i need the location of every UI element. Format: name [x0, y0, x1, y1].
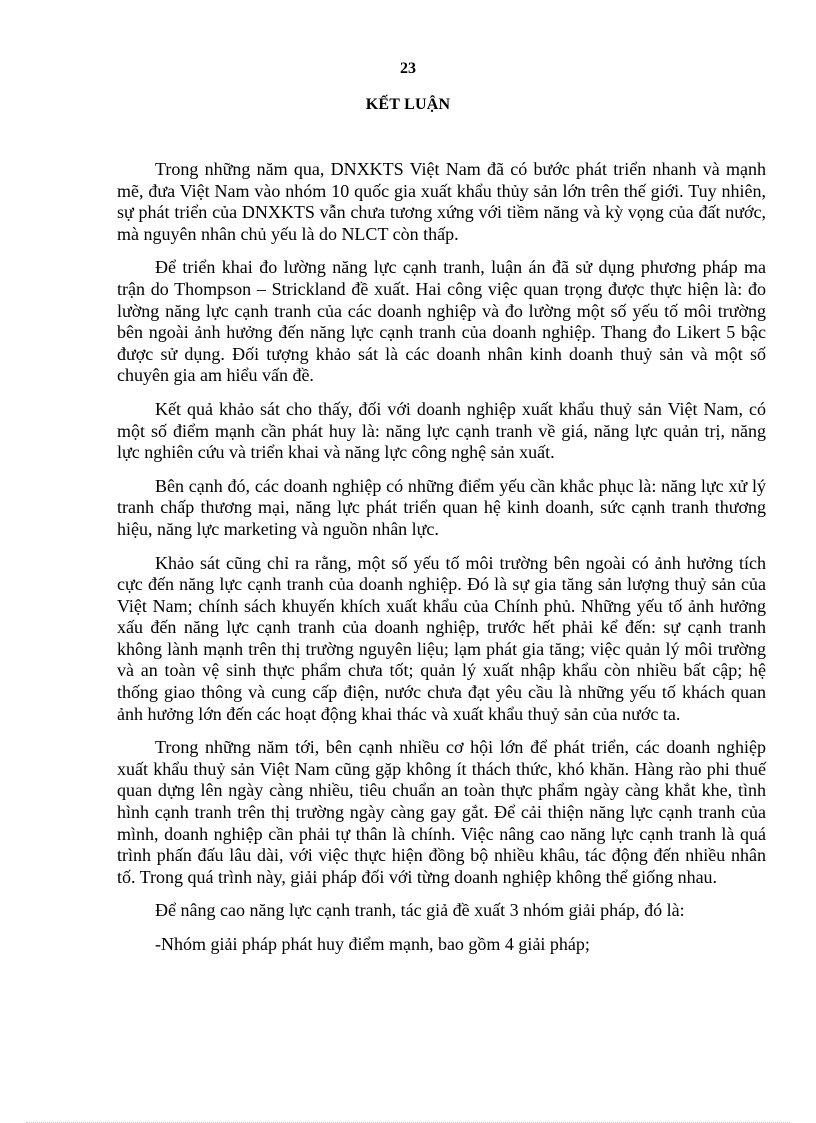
paragraph-weaknesses: Bên cạnh đó, các doanh nghiệp có những điểm yếu cần khắc phục là: năng lực xử lý tranh chấp thương mại, năng lực phát triển quan hệ kinh doanh, sức cạnh tranh thương hiệu, năng lực marketing và nguồn nhân lực.: [117, 475, 766, 539]
paragraph-strengths: Kết quả khảo sát cho thấy, đối với doanh nghiệp xuất khẩu thuỷ sản Việt Nam, có một số điểm mạnh cần phát huy là: năng lực cạnh tranh về giá, năng lực quản trị, năng lực nghiên cứu và triển khai và năng lực công nghệ sản xuất.: [117, 398, 766, 463]
paragraph-outlook: Trong những năm tới, bên cạnh nhiều cơ hội lớn để phát triển, các doanh nghiệp xuất khẩu thuỷ sản Việt Nam cũng gặp không ít thách thức, khó khăn. Hàng rào phi thuế quan dựng lên ngày càng nhiều, tiêu chuẩn an toàn thực phẩm ngày càng khắt khe, tình hình cạnh tranh trên thị trường ngày càng gay gắt. Để cải thiện năng lực cạnh tranh của mình, doanh nghiệp cần phải tự thân là chính. Việc nâng cao năng lực cạnh tranh là quá trình phấn đấu lâu dài, với việc thực hiện đồng bộ nhiều khâu, tác động đến nhiều nhân tố. Trong quá trình này, giải pháp đối với từng doanh nghiệp không thể giống nhau.: [117, 737, 766, 887]
paragraph-intro: Trong những năm qua, DNXKTS Việt Nam đã có bước phát triển nhanh và mạnh mẽ, đưa Việt Nam vào nhóm 10 quốc gia xuất khẩu thủy sản lớn trên thế giới. Tuy nhiên, sự phát triển của DNXKTS vẫn chưa tương xứng với tiềm năng và kỳ vọng của đất nước, mà nguyên nhân chủ yếu là do NLCT còn thấp.: [117, 159, 766, 244]
list-item-solution-group-1: -Nhóm giải pháp phát huy điểm mạnh, bao gồm 4 giải pháp;: [155, 934, 590, 954]
paragraph-method: Để triển khai đo lường năng lực cạnh tranh, luận án đã sử dụng phương pháp ma trận do Thompson – Strickland đề xuất. Hai công việc quan trọng được thực hiện là: đo lường năng lực cạnh tranh của các doanh nghiệp và đo lường một số yếu tố môi trường bên ngoài ảnh hưởng đến năng lực cạnh tranh của doanh nghiệp. Thang đo Likert 5 bậc được sử dụng. Đối tượng khảo sát là các doanh nhân kinh doanh thuỷ sản và một số chuyên gia am hiểu vấn đề.: [117, 257, 766, 386]
paragraph-solutions-intro: Để nâng cao năng lực cạnh tranh, tác giả đề xuất 3 nhóm giải pháp, đó là:: [155, 900, 685, 921]
body-text: [117, 159, 766, 968]
paragraph-environment: Khảo sát cũng chỉ ra rằng, một số yếu tố môi trường bên ngoài có ảnh hưởng tích cực đến năng lực cạnh tranh của doanh nghiệp. Đó là sự gia tăng sản lượng thuỷ sản của Việt Nam; chính sách khuyến khích xuất khẩu của Chính phủ. Những yếu tố ảnh hưởng xấu đến năng lực cạnh tranh của doanh nghiệp, trước hết phải kể đến: sự cạnh tranh không lành mạnh trên thị trường nguyên liệu; lạm phát gia tăng; việc quản lý môi trường và an toàn vệ sinh thực phẩm chưa tốt; quản lý xuất nhập khẩu còn nhiều bất cập; hệ thống giao thông và cung cấp điện, nước chưa đạt yêu cầu là những yếu tố khách quan ảnh hưởng lớn đến các hoạt động khai thác và xuất khẩu thuỷ sản của nước ta.: [117, 552, 766, 724]
page-number: 23: [400, 60, 416, 77]
section-title: KẾT LUẬN: [365, 96, 451, 113]
